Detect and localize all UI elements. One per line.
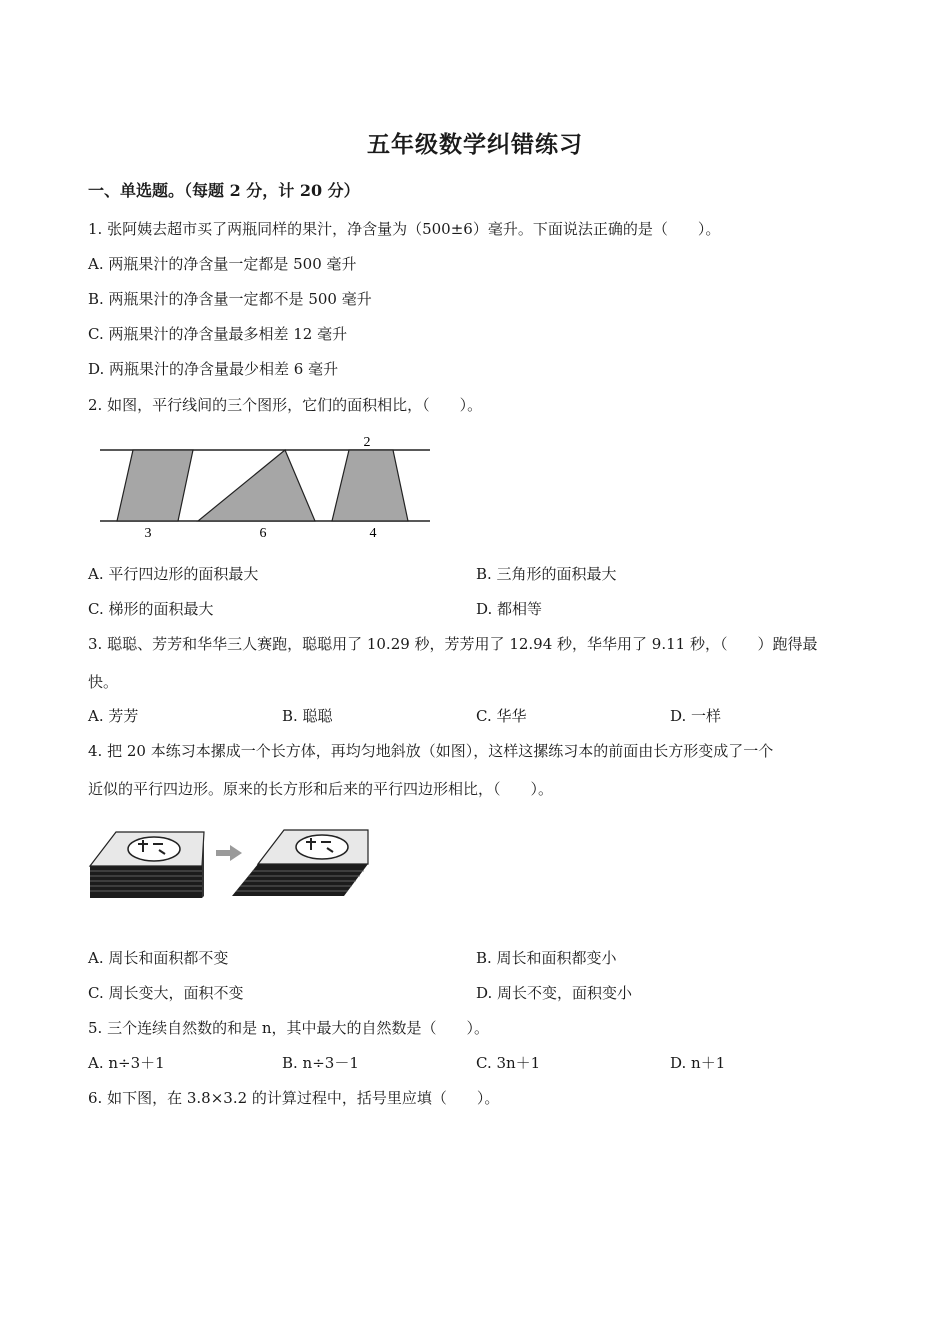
q3-option-b: B. 聪聪 <box>282 707 333 725</box>
q2-option-c: C. 梯形的面积最大 <box>88 600 214 618</box>
label-base-1: 3 <box>144 526 152 541</box>
q3-option-c: C. 华华 <box>476 707 527 725</box>
q2-stem: 2. 如图，平行线间的三个图形，它们的面积相比，（ ）。 <box>88 396 483 414</box>
slanted-stack <box>232 830 368 896</box>
q3-option-a: A. 芳芳 <box>88 707 139 725</box>
q1-option-d: D. 两瓶果汁的净含量最少相差 6 毫升 <box>88 360 339 378</box>
q5-option-b: B. n÷3－1 <box>282 1054 359 1072</box>
parallel-lines-figure <box>95 428 440 543</box>
label-base-2: 6 <box>259 526 267 541</box>
q5-stem: 5. 三个连续自然数的和是 n，其中最大的自然数是（ ）。 <box>88 1019 490 1037</box>
q4-option-c: C. 周长变大，面积不变 <box>88 984 244 1002</box>
q4-option-a: A. 周长和面积都不变 <box>88 949 229 967</box>
triangle-shape <box>198 450 315 521</box>
parallelogram-shape <box>117 450 193 521</box>
q3-stem-line2: 快。 <box>88 673 119 691</box>
arrow-icon <box>216 845 242 861</box>
q4-option-b: B. 周长和面积都变小 <box>476 949 617 967</box>
section-heading: 一、单选题。（每题 2 分，计 20 分） <box>88 181 360 200</box>
q4-stem-line1: 4. 把 20 本练习本摞成一个长方体，再均匀地斜放（如图），这样这摞练习本的前面由长方形变成了一个 <box>88 742 774 760</box>
q6-stem: 6. 如下图，在 3.8×3.2 的计算过程中，括号里应填（ ）。 <box>88 1089 500 1107</box>
label-top: 2 <box>363 435 371 450</box>
q3-option-d: D. 一样 <box>670 707 722 725</box>
q2-option-d: D. 都相等 <box>476 600 543 618</box>
label-base-3: 4 <box>369 526 377 541</box>
q4-stem-line2: 近似的平行四边形。原来的长方形和后来的平行四边形相比，（ ）。 <box>88 780 554 798</box>
q4-option-d: D. 周长不变，面积变小 <box>476 984 633 1002</box>
q2-option-a: A. 平行四边形的面积最大 <box>88 565 259 583</box>
page-title: 五年级数学纠错练习 <box>367 131 583 158</box>
q5-option-a: A. n÷3＋1 <box>88 1054 165 1072</box>
q1-option-c: C. 两瓶果汁的净含量最多相差 12 毫升 <box>88 325 348 343</box>
q5-option-d: D. n＋1 <box>670 1054 726 1072</box>
q5-option-c: C. 3n＋1 <box>476 1054 541 1072</box>
upright-stack <box>90 832 204 898</box>
q1-stem: 1. 张阿姨去超市买了两瓶同样的果汁，净含量为（500±6）毫升。下面说法正确的是（ ）。 <box>88 220 721 238</box>
q2-option-b: B. 三角形的面积最大 <box>476 565 617 583</box>
q3-stem-line1: 3. 聪聪、芳芳和华华三人赛跑，聪聪用了 10.29 秒，芳芳用了 12.94 秒，华华用了 9.11 秒，（ ）跑得最 <box>88 635 818 653</box>
q1-option-b: B. 两瓶果汁的净含量一定都不是 500 毫升 <box>88 290 372 308</box>
trapezoid-shape <box>332 450 408 521</box>
q1-option-a: A. 两瓶果汁的净含量一定都是 500 毫升 <box>88 255 357 273</box>
notebook-stack-figure <box>86 826 376 902</box>
